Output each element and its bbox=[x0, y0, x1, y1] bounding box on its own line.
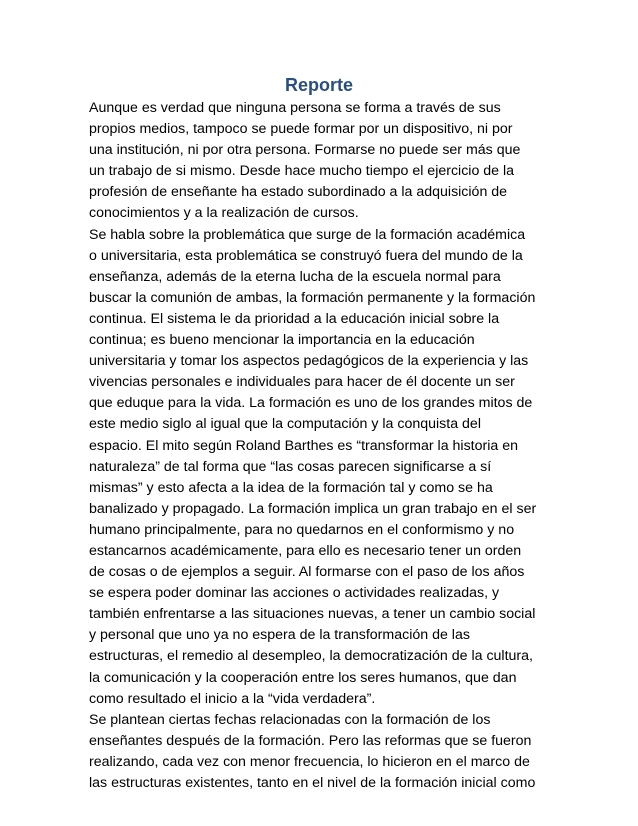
text-line: también enfrentarse a las situaciones nuevas, a tener un cambio social bbox=[89, 606, 536, 623]
text-line: estancarnos académicamente, para ello es necesario tener un orden bbox=[89, 542, 522, 559]
text-line: banalizado y propagado. La formación implica un gran trabajo en el ser bbox=[89, 500, 537, 517]
text-line: un trabajo de si mismo. Desde hace mucho tiempo el ejercicio de la bbox=[89, 163, 515, 180]
text-line: este medio siglo al igual que la computación y la conquista del bbox=[89, 416, 481, 433]
text-line: espacio. El mito según Roland Barthes es “transformar la historia en bbox=[89, 437, 518, 454]
text-line: profesión de enseñante ha estado subordinado a la adquisición de bbox=[89, 184, 508, 201]
text-line: humano principalmente, para no quedarnos en el conformismo y no bbox=[89, 521, 515, 538]
text-line: vivencias personales e individuales para hacer de él docente un ser bbox=[89, 374, 515, 391]
document-body bbox=[89, 98, 559, 794]
text-line: las estructuras existentes, tanto en el nivel de la formación inicial como bbox=[89, 775, 536, 791]
text-line: Se plantean ciertas fechas relacionadas con la formación de los bbox=[89, 711, 491, 728]
text-line: una institución, ni por otra persona. Formarse no puede ser más que bbox=[89, 142, 521, 159]
text-line: enseñanza, además de la eterna lucha de la escuela normal para bbox=[89, 268, 501, 285]
text-line: naturaleza” de tal forma que “las cosas parecen significarse a sí bbox=[89, 458, 492, 475]
text-line: realizando, cada vez con menor frecuencia, lo hicieron en el marco de bbox=[89, 753, 530, 770]
text-line: continua; es bueno mencionar la importancia en la educación bbox=[89, 332, 475, 349]
text-line: universitaria y tomar los aspectos pedagógicos de la experiencia y las bbox=[89, 353, 529, 370]
text-line: de cosas o de ejemplos a seguir. Al formarse con el paso de los años bbox=[89, 564, 525, 581]
text-line: conocimientos y a la realización de cursos. bbox=[89, 205, 359, 222]
text-line: se espera poder dominar las acciones o actividades realizadas, y bbox=[89, 585, 500, 602]
text-line: y personal que uno ya no espera de la transformación de las bbox=[89, 627, 470, 644]
text-line: Aunque es verdad que ninguna persona se forma a través de sus bbox=[89, 100, 501, 116]
text-line: estructuras, el remedio al desempleo, la democratización de la cultura, bbox=[89, 648, 533, 665]
text-line: continua. El sistema le da prioridad a la educación inicial sobre la bbox=[89, 310, 500, 327]
page-title: Reporte bbox=[284, 75, 353, 95]
text-line: Se habla sobre la problemática que surge de la formación académica bbox=[89, 226, 526, 243]
text-line: propios medios, tampoco se puede formar por un dispositivo, ni por bbox=[89, 121, 513, 138]
text-line: como resultado el inicio a la “vida verdadera”. bbox=[89, 690, 376, 707]
text-line: buscar la comunión de ambas, la formación permanente y la formación bbox=[89, 289, 536, 306]
text-line: mismas” y esto afecta a la idea de la formación tal y como se ha bbox=[89, 479, 493, 496]
text-line: que eduque para la vida. La formación es uno de los grandes mitos de bbox=[89, 395, 533, 412]
text-line: enseñantes después de la formación. Pero las reformas que se fueron bbox=[89, 732, 532, 749]
text-line: la comunicación y la cooperación entre los seres humanos, que dan bbox=[89, 669, 517, 686]
text-line: o universitaria, esta problemática se construyó fuera del mundo de la bbox=[89, 247, 523, 264]
